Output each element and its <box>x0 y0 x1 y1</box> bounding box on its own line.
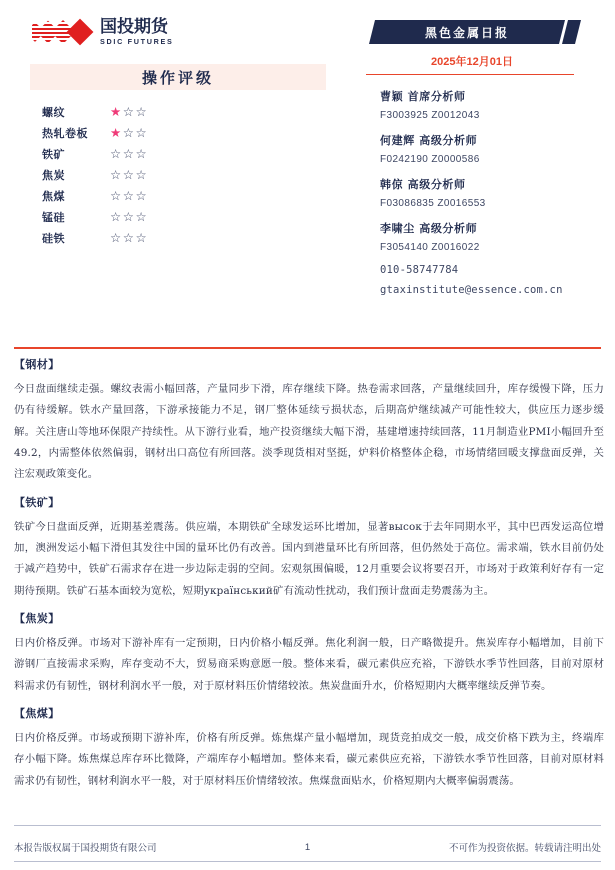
logo-chinese-name: 国投期货 <box>100 16 168 37</box>
rating-row <box>42 186 344 206</box>
ratings-list <box>42 102 344 248</box>
star-empty-icon: ☆ <box>135 125 149 140</box>
rating-row <box>42 228 344 248</box>
report-title-banner <box>372 20 582 44</box>
date-divider <box>366 74 574 75</box>
ratings-banner <box>30 64 326 90</box>
section-body-text: 今日盘面继续走强。螺纹表需小幅回落，产量同步下滑，库存继续下降。热卷需求回落，产量继续回升，库存缓慢下降，压力仍有待缓解。铁水产量回落，下游承接能力不足，钢厂整体延续亏损状态，后期高炉继续减产可能性较大，供应压力逐步缓解。关注唐山等地环保限产持续性。从下游行业看，地产投资继续大幅下滑，基建增速持续回落，11月制造业PMI小幅回升至49.2，内需整体依然偏弱，钢材出口高位有所回落。淡季现货相对坚挺，炉料价格整体企稳，市场情绪回暖支撑盘面反弹，关注宏观政策变化。 <box>14 383 604 481</box>
star-empty-icon: ☆ <box>135 167 149 182</box>
rating-stars <box>110 232 148 245</box>
star-empty-icon: ☆ <box>122 230 136 245</box>
section-title: 【焦炭】 <box>14 611 60 625</box>
rating-row <box>42 102 344 122</box>
analyst-name: 韩倞 高级分析师 <box>380 178 466 191</box>
analysts-list <box>380 88 601 253</box>
rating-row <box>42 207 344 227</box>
contact-block <box>380 264 601 296</box>
star-empty-icon: ☆ <box>110 188 123 203</box>
ratings-banner-title: 操作评级 <box>141 68 214 87</box>
header-left-column <box>14 14 344 345</box>
report-title: 黑色金属日报 <box>424 25 509 40</box>
rating-product-name: 锰硅 <box>42 211 65 224</box>
footer-bottom-divider <box>14 861 601 862</box>
star-empty-icon: ☆ <box>135 209 149 224</box>
analyst-license-codes: F3054140 Z0016022 <box>380 242 480 253</box>
star-empty-icon: ☆ <box>122 188 136 203</box>
report-section <box>14 705 604 792</box>
star-empty-icon: ☆ <box>110 167 123 182</box>
rating-stars <box>110 211 148 224</box>
rating-stars <box>110 148 148 161</box>
rating-product-name: 热轧卷板 <box>42 127 88 140</box>
star-empty-icon: ☆ <box>110 230 123 245</box>
star-filled-icon: ★ <box>110 125 123 140</box>
rating-product-name: 螺纹 <box>42 106 65 119</box>
star-empty-icon: ☆ <box>135 146 149 161</box>
section-body-text: 日内价格反弹。市场对下游补库有一定预期，日内价格小幅反弹。焦化利润一般，日产略微提升。焦炭库存小幅增加，目前下游钢厂直接需求采购，库存变动不大，贸易商采购意愿一般。整体来看，碳元素供应充裕，下游铁水季节性回落，目前对原材料需求仍有韧性，钢材利润水平一般，对于原材料压价情绪较浓。焦炭盘面升水，价格短期内大概率继续反弹节奏。 <box>14 636 604 692</box>
report-date: 2025年12月01日 <box>431 56 513 68</box>
rating-row <box>42 165 344 185</box>
report-section <box>14 494 604 602</box>
rating-stars <box>110 106 148 119</box>
rating-row <box>42 123 344 143</box>
section-body-text: 铁矿今日盘面反弹，近期基差震荡。供应端，本期铁矿全球发运环比增加，显著высок于去年同期水平，其中巴西发运高位增加，澳洲发运小幅下滑但其发往中国的量环比仍有改善。国内到港量环比有所回落，但仍然处于高位。需求端，铁水目前仍处于减产趋势中，铁矿石需求存在进一步边际走弱的空间。宏观氛围偏暖，12月重要会议将要召开，市场对于政策利好存有一定期待预期。铁矿石基本面较为宽松，短期український矿有流动性扰动，我们预计盘面走势震荡为主。 <box>14 520 604 597</box>
analyst-license-codes: F3003925 Z0012043 <box>380 110 480 121</box>
star-empty-icon: ☆ <box>135 188 149 203</box>
star-empty-icon: ☆ <box>122 167 136 182</box>
analyst-name: 曹颖 首席分析师 <box>380 90 466 103</box>
rating-stars <box>110 127 148 140</box>
report-header <box>0 0 615 345</box>
contact-phone: 010-58747784 <box>380 264 459 276</box>
rating-product-name: 焦炭 <box>42 169 65 182</box>
analyst-name: 何建辉 高级分析师 <box>380 134 478 147</box>
star-empty-icon: ☆ <box>122 125 136 140</box>
company-logo <box>14 14 344 50</box>
rating-product-name: 铁矿 <box>42 148 65 161</box>
title-banner-tip-shape <box>562 20 581 44</box>
analyst-license-codes: F0242190 Z0000586 <box>380 154 480 165</box>
report-section <box>14 610 604 697</box>
rating-row <box>42 144 344 164</box>
star-empty-icon: ☆ <box>110 209 123 224</box>
star-empty-icon: ☆ <box>110 146 123 161</box>
header-divider <box>14 347 601 349</box>
logo-wordmark <box>100 16 174 46</box>
footer-page-number: 1 <box>304 841 311 853</box>
analyst-name: 李啸尘 高级分析师 <box>380 222 478 235</box>
section-title: 【焦煤】 <box>14 706 60 720</box>
contact-email[interactable]: gtaxinstitute@essence.com.cn <box>380 284 563 296</box>
star-filled-icon: ★ <box>110 104 123 119</box>
analyst-license-codes: F03086835 Z0016553 <box>380 198 486 209</box>
section-title: 【钢材】 <box>14 358 60 371</box>
report-body <box>14 356 604 800</box>
page-footer <box>14 840 601 854</box>
star-empty-icon: ☆ <box>122 104 136 119</box>
footer-top-divider <box>14 825 601 826</box>
report-section <box>14 356 604 486</box>
star-empty-icon: ☆ <box>135 104 149 119</box>
logo-english-name: SDIC FUTURES <box>100 36 174 46</box>
rating-stars <box>110 169 148 182</box>
rating-product-name: 焦煤 <box>42 190 65 203</box>
diamond-logo-icon <box>32 18 94 46</box>
star-empty-icon: ☆ <box>122 146 136 161</box>
header-right-column <box>344 14 601 345</box>
section-title: 【铁矿】 <box>14 495 60 509</box>
star-empty-icon: ☆ <box>135 230 149 245</box>
rating-stars <box>110 190 148 203</box>
rating-product-name: 硅铁 <box>42 232 65 245</box>
footer-copyright: 本报告版权属于国投期货有限公司 <box>14 843 157 854</box>
section-body-text: 日内价格反弹。市场或预期下游补库，价格有所反弹。炼焦煤产量小幅增加，现货竞拍成交一般，成交价格下跌为主，终端库存小幅下降。炼焦煤总库存环比微降，产端库存小幅增加。整体来看，碳元素供应充裕，下游铁水季节性回落，目前对原材料需求仍有韧性，钢材利润水平一般，对于原材料压价情绪较浓。焦煤盘面贴水，价格短期内大概率偏弱震荡。 <box>14 731 604 787</box>
footer-disclaimer: 不可作为投资依据。转载请注明出处 <box>448 843 601 854</box>
star-empty-icon: ☆ <box>122 209 136 224</box>
